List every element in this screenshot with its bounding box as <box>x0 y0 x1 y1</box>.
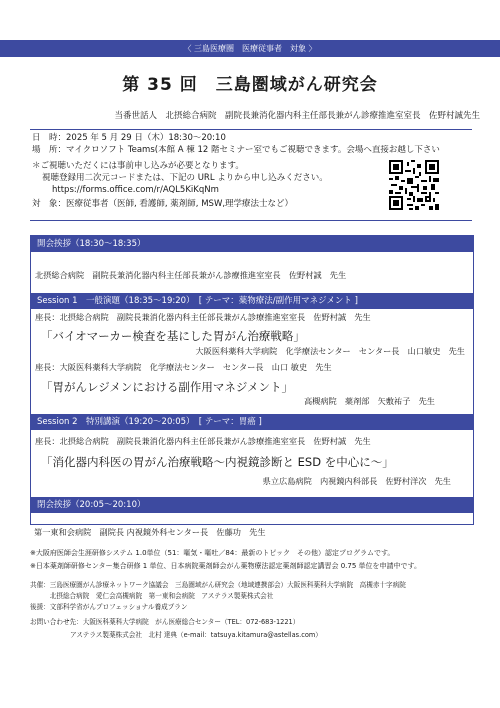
event-target: 対 象：医療従事者（医師, 看護師, 薬剤師, MSW,理学療法士など） <box>32 199 294 209</box>
contact-line-1: お問い合わせ先：大阪医科薬科大学病院 がん医療総合センター（TEL：072-683-1221） <box>30 618 300 626</box>
session1-chair2: 座長：大阪医科薬科大学病院 化学療法センター センター長 山口 敏史 先生 <box>35 362 332 372</box>
session2-band: Session 2 特別講演（19:20～20:05） [ テーマ：胃癌 ] <box>31 414 473 430</box>
opening-speaker: 北摂総合病院 副院長兼消化器内科主任部長兼がん診療推進室室長 佐野村誠 先生 <box>35 270 347 280</box>
opening-band: 開会挨拶（18:30～18:35） <box>31 236 473 252</box>
sponsor-line: 後援：文部科学省がんプロフェッショナル養成プラン <box>30 603 188 611</box>
closing-band: 閉会挨拶（20:05～20:10） <box>31 497 473 513</box>
credit-note-2: ※日本薬剤師研修センター集合研修 1 単位、日本病院薬剤師会がん薬物療法認定薬剤師認定講習会 0.75 単位を申請中です。 <box>30 562 421 570</box>
session2-chair: 座長：北摂総合病院 副院長兼消化器内科主任部長兼がん診療推進室室長 佐野村誠 先生 <box>35 436 371 446</box>
cohost-line-1: 共催：三島医療圏がん診療ネットワーク協議会 三島圏域がん研究会（地域連携部会）大阪医科薬科大学病院 高槻赤十字病院 <box>30 581 406 589</box>
contact-line-2: アステラス製薬株式会社 北村 達典（e-mail：tatsuya.kitamura@astellas.com） <box>70 631 322 639</box>
audience-banner: 〈 三島医療圏 医療従事者 対象 〉 <box>0 40 500 57</box>
cohost-line-2: 北摂総合病院 愛仁会高槻病院 第一東和会病院 アステラス製薬株式会社 <box>30 592 274 600</box>
program-panel <box>30 235 474 525</box>
session2-talk-title: 「消化器内科医の胃がん治療戦略～内視鏡診断と ESD を中心に～」 <box>41 455 394 469</box>
closing-speaker: 第一東和会病院 副院長 内視鏡外科センター長 佐藤功 先生 <box>34 527 266 537</box>
qr-code-icon[interactable] <box>389 160 439 210</box>
session2-talk-speaker: 県立広島病院 内視鏡内科部長 佐野村洋次 先生 <box>262 476 451 486</box>
host-line: 当番世話人 北摂総合病院 副院長兼消化器内科主任部長兼がん診療推進室室長 佐野村誠先生 <box>114 111 480 121</box>
registration-url[interactable]: https://forms.office.com/r/AQL5KiKqNm <box>52 185 219 195</box>
session1-talk2-speaker: 高槻病院 薬剤部 矢敷祐子 先生 <box>303 396 435 406</box>
session1-talk1-speaker: 大阪医科薬科大学病院 化学療法センター センター長 山口敏史 先生 <box>195 346 465 356</box>
session1-talk1-title: 「バイオマーカー検査を基にした胃がん治療戦略」 <box>41 329 305 343</box>
registration-note: ＊ご視聴いただくには事前申し込みが必要となります。 <box>32 161 244 171</box>
page-title: 第 35 回 三島圏域がん研究会 <box>122 75 378 95</box>
session1-band: Session 1 一般演題（18:35～19:20） [ テーマ：薬物療法/副作用マネジメント ] <box>31 293 473 309</box>
event-venue: 場 所：マイクロソフト Teams(本館 A 棟 12 階セミナー室でもご視聴できます。会場へ直接お越し下さい <box>32 145 440 155</box>
registration-instructions: 視聴登録用二次元コードまたは、下記の URL よりから申し込みください。 <box>42 173 328 183</box>
session1-talk2-title: 「胃がんレジメンにおける副作用マネジメント」 <box>41 380 294 394</box>
event-date: 日 時：2025 年 5 月 29 日（木）18:30～20:10 <box>32 133 226 143</box>
credit-note-1: ※大阪府医師会生涯研修システム 1.0単位（51：嘔気・嘔吐／84：最新のトピック その他）認定プログラムです。 <box>30 549 395 557</box>
session1-chair: 座長：北摂総合病院 副院長兼消化器内科主任部長兼がん診療推進室室長 佐野村誠 先生 <box>35 312 371 322</box>
